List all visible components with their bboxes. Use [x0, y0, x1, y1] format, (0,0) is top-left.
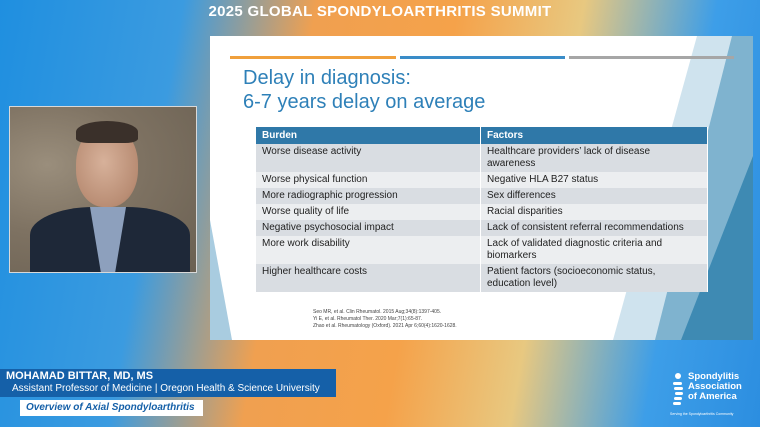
burden-cell: More radiographic progression — [256, 188, 481, 204]
factor-cell: Racial disparities — [481, 204, 708, 220]
burden-factors-table — [256, 127, 708, 292]
slide-title — [243, 66, 485, 114]
logo-line1: Spondylitis — [688, 371, 740, 382]
slide-title-line1: Delay in diagnosis: — [243, 67, 411, 89]
factor-cell: Lack of consistent referral recommendations — [481, 220, 708, 236]
factor-cell: Lack of validated diagnostic criteria and biomarkers — [481, 236, 708, 264]
table-row — [256, 172, 708, 188]
reference-item: Zhao et al. Rheumatology (Oxford). 2021 Apr 6;60(4):1620-1628. — [313, 323, 457, 329]
accent-bar-orange — [230, 56, 396, 59]
burden-cell: Negative psychosocial impact — [256, 220, 481, 236]
table-row — [256, 264, 708, 292]
table-row — [256, 144, 708, 172]
factor-cell: Sex differences — [481, 188, 708, 204]
table-row — [256, 236, 708, 264]
topic-banner — [20, 400, 203, 416]
speaker-lower-third — [0, 369, 336, 397]
accent-bar-gray — [569, 56, 734, 59]
burden-cell: More work disability — [256, 236, 481, 264]
saa-logo — [670, 372, 754, 420]
slide-title-line2: 6-7 years delay on average — [243, 91, 486, 113]
slide-references — [313, 309, 457, 330]
burden-cell: Worse disease activity — [256, 144, 481, 172]
presentation-slide — [210, 36, 753, 340]
accent-bar-blue — [400, 56, 565, 59]
burden-cell: Worse quality of life — [256, 204, 481, 220]
logo-line3: of America — [688, 391, 737, 402]
speaker-title: Assistant Professor of Medicine | Oregon Health & Science University — [12, 383, 320, 394]
table-row — [256, 188, 708, 204]
reference-item: Yi E, et al. Rheumatol Ther. 2020 Mar;7(1):65-87. — [313, 316, 423, 322]
column-header-burden: Burden — [256, 127, 481, 144]
burden-cell: Worse physical function — [256, 172, 481, 188]
summit-title: 2025 GLOBAL SPONDYLOARTHRITIS SUMMIT — [208, 3, 552, 20]
burden-cell: Higher healthcare costs — [256, 264, 481, 292]
table-row — [256, 204, 708, 220]
factor-cell: Healthcare providers’ lack of disease awareness — [481, 144, 708, 172]
table-row — [256, 220, 708, 236]
logo-line2: Association — [688, 381, 742, 392]
reference-item: Seo MR, et al. Clin Rheumatol. 2015 Aug;34(8):1397-405. — [313, 309, 442, 315]
logo-tagline: Serving the Spondyloarthritis Community — [670, 412, 734, 416]
speaker-webcam-video — [9, 106, 197, 273]
spine-icon — [670, 372, 686, 412]
column-header-factors: Factors — [481, 127, 708, 144]
session-topic: Overview of Axial Spondyloarthritis — [26, 402, 195, 413]
factor-cell: Patient factors (socioeconomic status, education level) — [481, 264, 708, 292]
factor-cell: Negative HLA B27 status — [481, 172, 708, 188]
speaker-name: MOHAMAD BITTAR, MD, MS — [6, 370, 154, 382]
